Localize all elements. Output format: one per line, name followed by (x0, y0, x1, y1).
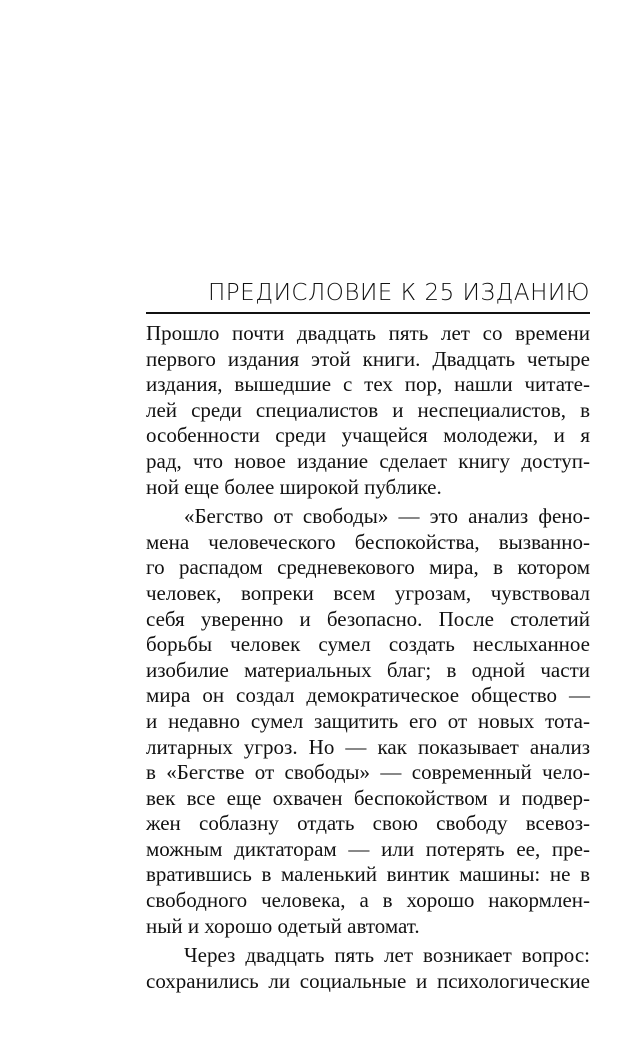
paragraph-3 (146, 943, 590, 994)
text-line: себя уверенно и безопасно. После столетий (146, 606, 590, 631)
text-line: век все еще охвачен беспокойством и подвер- (146, 785, 590, 810)
text-line: ной еще более широкой публике. (146, 474, 442, 499)
text-line: «Бегство от свободы» — это анализ фено- (184, 504, 590, 529)
text-line: жен соблазну отдать свою свободу всевоз- (146, 811, 590, 836)
text-line: свободного человека, а в хорошо накормлен- (146, 888, 590, 913)
text-line: и недавно сумел защитить его от новых тота- (146, 708, 590, 733)
text-line: борьбы человек сумел создать неслыханное (146, 632, 590, 657)
text-line: Прошло почти двадцать пять лет со времени (146, 321, 590, 345)
body-text (146, 321, 590, 994)
text-line: человек, вопреки всем угрозам, чувствовал (146, 580, 590, 605)
text-line: особенности среди учащейся молодежи, и я (146, 423, 590, 448)
text-line: мира он создал демократическое общество — (146, 683, 590, 708)
text-line: первого издания этой книги. Двадцать четыре (146, 346, 590, 371)
text-line: ный и хорошо одетый автомат. (146, 913, 420, 938)
text-line: лей среди специалистов и неспециалистов, в (146, 397, 590, 422)
text-line: издания, вышедшие с тех пор, нашли читате- (146, 372, 590, 397)
text-line: рад, что новое издание сделает книгу доступ- (146, 448, 590, 473)
chapter-title: ПРЕДИСЛОВИЕ К 25 ИЗДАНИЮ (208, 280, 590, 306)
text-line: литарных угроз. Но — как показывает анализ (146, 734, 590, 759)
title-divider (146, 312, 590, 314)
text-line: в «Бегстве от свободы» — современный чело- (146, 760, 590, 785)
text-line: вратившись в маленький винтик машины: не в (146, 862, 590, 887)
text-line: го распадом средневекового мира, в котором (146, 555, 590, 580)
paragraph-1 (146, 321, 590, 500)
text-line: Через двадцать пять лет возникает вопрос: (184, 943, 590, 968)
text-line: можным диктаторам — или потерять ее, пре- (146, 836, 590, 861)
book-page (146, 0, 590, 1042)
text-line: сохранились ли социальные и психологические (146, 968, 590, 993)
text-line: изобилие материальных благ; в одной части (146, 657, 590, 682)
paragraph-2 (146, 504, 590, 939)
text-line: мена человеческого беспокойства, вызванно- (146, 529, 590, 554)
